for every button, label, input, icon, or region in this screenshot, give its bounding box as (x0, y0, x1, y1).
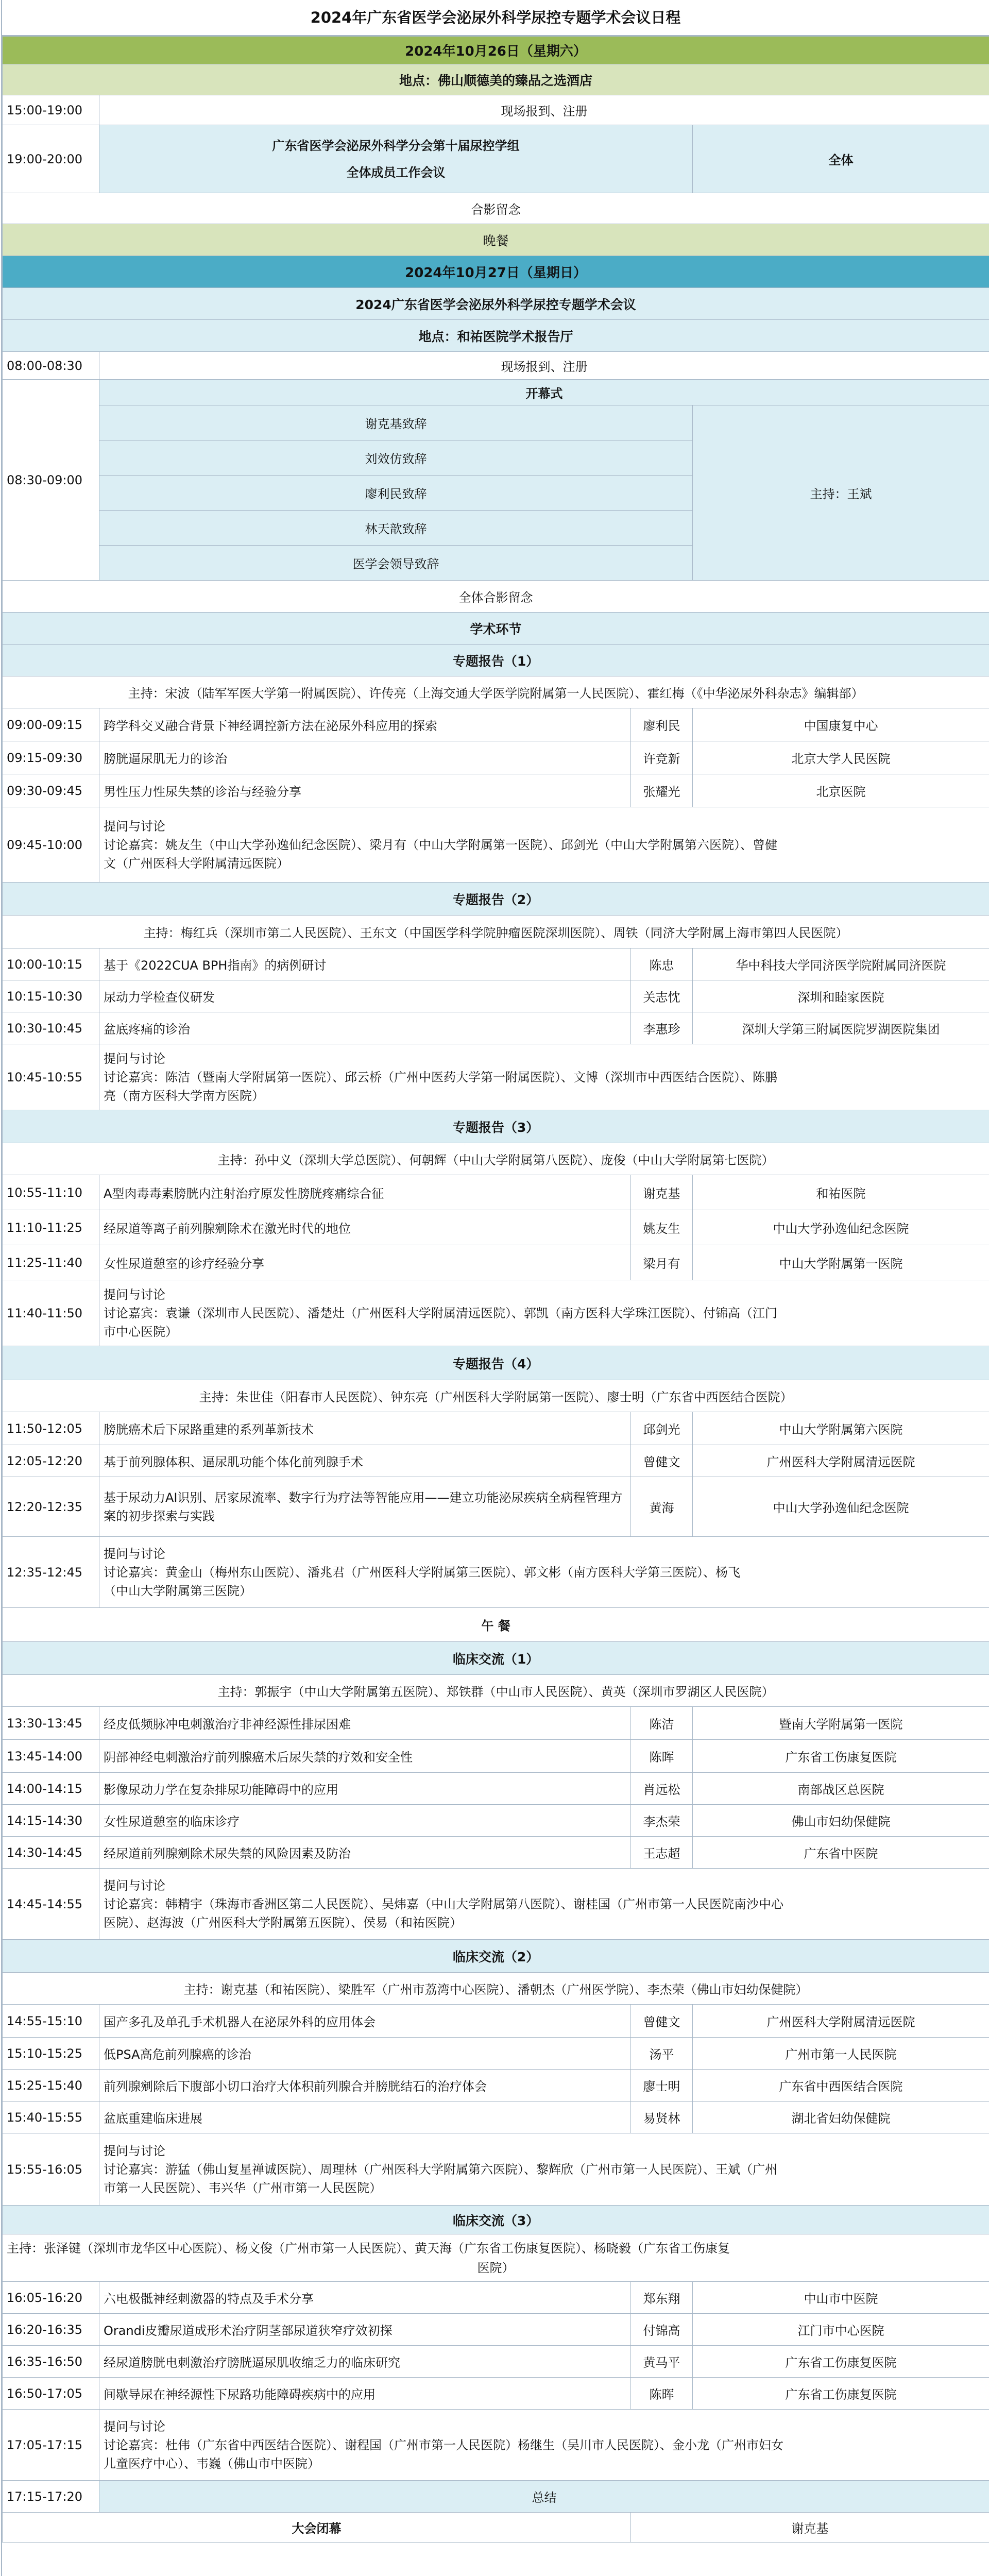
talk-affiliation: 广东省工伤康复医院 (693, 1740, 989, 1773)
talk-speaker: 王志超 (631, 1837, 693, 1869)
discussion-guests: 讨论嘉宾：陈洁（暨南大学附属第一医院）、邱云桥（广州中医药大学第一附属医院）、文博（深圳市中西医结合医院）、陈鹏 (104, 1070, 777, 1084)
talk-topic: 基于《2022CUA BPH指南》的病例研讨 (99, 948, 631, 980)
talk-speaker: 易贤林 (631, 2102, 693, 2133)
session-title: 临床交流（1） (3, 1642, 989, 1675)
talk-speaker: 肖远松 (631, 1773, 693, 1805)
talk-speaker: 陈洁 (631, 1707, 693, 1740)
discussion-guests: 讨论嘉宾：黄金山（梅州东山医院）、潘兆君（广州医科大学附属第三医院）、郭文彬（南方医科大学第三医院）、杨飞 (104, 1565, 740, 1580)
talk-affiliation: 广东省中西医结合医院 (693, 2070, 989, 2102)
time-cell: 10:30-10:45 (3, 1012, 99, 1044)
time-cell: 14:00-14:15 (3, 1773, 99, 1805)
session-title: 专题报告（2） (3, 883, 989, 916)
time-cell: 15:10-15:25 (3, 2038, 99, 2070)
talk-affiliation: 中山市中医院 (693, 2282, 989, 2314)
opening-speech: 廖利民致辞 (99, 476, 693, 511)
talk-speaker: 许竞新 (631, 741, 693, 774)
time-cell: 14:55-15:10 (3, 2005, 99, 2038)
schedule-document (1, 0, 989, 2576)
day1-photo-row: 合影留念 (3, 193, 989, 224)
discussion-cell (99, 2410, 989, 2481)
work-meeting-line1: 广东省医学会泌尿外科学分会第十届尿控学组 (272, 138, 520, 153)
talk-affiliation: 暨南大学附属第一医院 (693, 1707, 989, 1740)
talk-topic: 盆底疼痛的诊治 (99, 1012, 631, 1044)
talk-affiliation: 广东省中医院 (693, 1837, 989, 1869)
time-cell: 16:35-16:50 (3, 2346, 99, 2378)
talk-topic: 国产多孔及单孔手术机器人在泌尿外科的应用体会 (99, 2005, 631, 2038)
discussion-cell (99, 1280, 989, 1346)
talk-topic: 影像尿动力学在复杂排尿功能障碍中的应用 (99, 1773, 631, 1805)
time-cell: 12:20-12:35 (3, 1477, 99, 1537)
talk-topic: 跨学科交叉融合背景下神经调控新方法在泌尿外科应用的探索 (99, 708, 631, 741)
talk-speaker: 汤平 (631, 2038, 693, 2070)
talk-topic: 盆底重建临床进展 (99, 2102, 631, 2133)
time-cell: 11:40-11:50 (3, 1280, 99, 1346)
time-cell: 09:45-10:00 (3, 807, 99, 883)
time-cell: 15:25-15:40 (3, 2070, 99, 2102)
opening-speech: 医学会领导致辞 (99, 546, 693, 581)
session-title: 临床交流（3） (3, 2206, 989, 2234)
work-meeting-cell (99, 125, 693, 193)
talk-speaker: 黄马平 (631, 2346, 693, 2378)
talk-affiliation: 华中科技大学同济医学院附属同济医院 (693, 948, 989, 980)
time-cell: 10:15-10:30 (3, 980, 99, 1012)
talk-affiliation: 深圳和睦家医院 (693, 980, 989, 1012)
talk-affiliation: 广州医科大学附属清远医院 (693, 2005, 989, 2038)
discussion-guests-cont: 亮（南方医科大学南方医院） (104, 1088, 264, 1103)
time-cell: 14:30-14:45 (3, 1837, 99, 1869)
talk-topic: 尿动力学检查仪研发 (99, 980, 631, 1012)
work-meeting-line2: 全体成员工作会议 (346, 165, 446, 180)
time-cell: 17:15-17:20 (3, 2481, 99, 2513)
academic-session-bar: 学术环节 (3, 613, 989, 645)
conference-title-bar: 2024广东省医学会泌尿外科学尿控专题学术会议 (3, 288, 989, 320)
talk-affiliation: 湖北省妇幼保健院 (693, 2102, 989, 2133)
session-chair (3, 2234, 989, 2282)
time-cell: 14:45-14:55 (3, 1869, 99, 1940)
talk-affiliation: 南部战区总医院 (693, 1773, 989, 1805)
opening-speech: 刘效仿致辞 (99, 440, 693, 476)
attendees-cell: 全体 (693, 125, 989, 193)
time-cell: 12:35-12:45 (3, 1537, 99, 1608)
talk-affiliation: 江门市中心医院 (693, 2314, 989, 2346)
time-cell: 15:40-15:55 (3, 2102, 99, 2133)
time-cell: 19:00-20:00 (3, 125, 99, 193)
time-cell: 09:15-09:30 (3, 741, 99, 774)
discussion-cell (99, 1869, 989, 1940)
talk-speaker: 郑东翔 (631, 2282, 693, 2314)
talk-speaker: 李杰荣 (631, 1805, 693, 1837)
day2-date-bar: 2024年10月27日（星期日） (3, 256, 989, 288)
time-cell: 11:25-11:40 (3, 1245, 99, 1280)
registration-text: 现场报到、注册 (99, 352, 989, 380)
opening-title: 开幕式 (99, 380, 989, 405)
group-photo-row: 全体合影留念 (3, 581, 989, 613)
talk-topic: 低PSA高危前列腺癌的诊治 (99, 2038, 631, 2070)
talk-topic: 经尿道膀胱电刺激治疗膀胱逼尿肌收缩乏力的临床研究 (99, 2346, 631, 2378)
talk-topic: 基于尿动力AI识别、居家尿流率、数字行为疗法等智能应用——建立功能泌尿疾病全病程管理方案的初步探索与实践 (99, 1477, 631, 1537)
talk-topic: A型肉毒毒素膀胱内注射治疗原发性膀胱疼痛综合征 (99, 1175, 631, 1210)
talk-speaker: 梁月有 (631, 1245, 693, 1280)
page-title: 2024年广东省医学会泌尿外科学尿控专题学术会议日程 (2, 0, 989, 36)
session-title: 专题报告（3） (3, 1110, 989, 1143)
talk-speaker: 姚友生 (631, 1210, 693, 1245)
opening-speech: 谢克基致辞 (99, 405, 693, 440)
day1-date-bar: 2024年10月26日（星期六） (3, 37, 989, 64)
session-chair: 主持：朱世佳（阳春市人民医院）、钟东亮（广州医科大学附属第一医院）、廖士明（广东省中西医结合医院） (3, 1380, 989, 1412)
discussion-guests-cont: 医院）、赵海波（广州医科大学附属第五医院）、侯易（和祐医院） (104, 1915, 462, 1930)
time-cell: 08:00-08:30 (3, 352, 99, 380)
time-cell: 13:30-13:45 (3, 1707, 99, 1740)
schedule-table (2, 36, 989, 2543)
closing-speaker: 谢克基 (631, 2513, 989, 2543)
time-cell: 10:55-11:10 (3, 1175, 99, 1210)
discussion-label: 提问与讨论 (104, 1878, 165, 1893)
talk-topic: 前列腺剜除后下腹部小切口治疗大体积前列腺合并膀胱结石的治疗体会 (99, 2070, 631, 2102)
discussion-cell (99, 1537, 989, 1608)
time-cell: 11:10-11:25 (3, 1210, 99, 1245)
talk-topic: 膀胱逼尿肌无力的诊治 (99, 741, 631, 774)
talk-speaker: 曾健文 (631, 2005, 693, 2038)
discussion-guests-cont: 市第一人民医院）、韦兴华（广州市第一人民医院） (104, 2180, 382, 2195)
discussion-label: 提问与讨论 (104, 1546, 165, 1561)
session-title: 专题报告（4） (3, 1346, 989, 1380)
discussion-cell (99, 2133, 989, 2206)
day1-dinner-row: 晚餐 (3, 224, 989, 256)
talk-speaker: 陈晖 (631, 1740, 693, 1773)
discussion-guests: 讨论嘉宾：杜伟（广东省中西医结合医院）、谢程国（广州市第一人民医院）杨继生（吴川市人民医院）、金小龙（广州市妇女 (104, 2437, 783, 2452)
talk-affiliation: 中山大学孙逸仙纪念医院 (693, 1477, 989, 1537)
time-cell: 08:30-09:00 (3, 380, 99, 581)
talk-topic: 基于前列腺体积、逼尿肌功能个体化前列腺手术 (99, 1445, 631, 1477)
talk-topic: 六电极骶神经刺激器的特点及手术分享 (99, 2282, 631, 2314)
talk-topic: 女性尿道憩室的临床诊疗 (99, 1805, 631, 1837)
opening-speech: 林天歆致辞 (99, 511, 693, 546)
talk-affiliation: 和祐医院 (693, 1175, 989, 1210)
talk-affiliation: 中国康复中心 (693, 708, 989, 741)
talk-affiliation: 中山大学孙逸仙纪念医院 (693, 1210, 989, 1245)
discussion-cell (99, 807, 989, 883)
talk-speaker: 邱剑光 (631, 1412, 693, 1445)
time-cell: 13:45-14:00 (3, 1740, 99, 1773)
talk-speaker: 陈晖 (631, 2378, 693, 2410)
time-cell: 17:05-17:15 (3, 2410, 99, 2481)
time-cell: 11:50-12:05 (3, 1412, 99, 1445)
time-cell: 15:00-19:00 (3, 95, 99, 125)
talk-affiliation: 中山大学附属第一医院 (693, 1245, 989, 1280)
talk-speaker: 李惠珍 (631, 1012, 693, 1044)
talk-speaker: 曾健文 (631, 1445, 693, 1477)
talk-speaker: 付锦高 (631, 2314, 693, 2346)
talk-affiliation: 广东省工伤康复医院 (693, 2378, 989, 2410)
session-chair-line2: 医院） (477, 2260, 515, 2275)
opening-host: 主持：王斌 (693, 405, 989, 581)
session-chair: 主持：孙中义（深圳大学总医院）、何朝辉（中山大学附属第八医院）、庞俊（中山大学附属第七医院） (3, 1143, 989, 1175)
talk-speaker: 谢克基 (631, 1175, 693, 1210)
session-chair: 主持：梅红兵（深圳市第二人民医院）、王东文（中国医学科学院肿瘤医院深圳医院）、周铁（同济大学附属上海市第四人民医院） (3, 916, 989, 948)
discussion-guests-cont: （中山大学附属第三医院） (104, 1583, 252, 1598)
talk-topic: 女性尿道憩室的诊疗经验分享 (99, 1245, 631, 1280)
talk-speaker: 廖士明 (631, 2070, 693, 2102)
discussion-guests: 讨论嘉宾：袁谦（深圳市人民医院）、潘楚灶（广州医科大学附属清远医院）、郭凯（南方医科大学珠江医院）、付锦高（江门 (104, 1306, 777, 1320)
session-title: 专题报告（1） (3, 645, 989, 676)
talk-topic: 经尿道等离子前列腺剜除术在激光时代的地位 (99, 1210, 631, 1245)
discussion-label: 提问与讨论 (104, 2419, 165, 2434)
talk-speaker: 黄海 (631, 1477, 693, 1537)
summary-cell: 总结 (99, 2481, 989, 2513)
lunch-row: 午 餐 (3, 1608, 989, 1642)
talk-affiliation: 北京大学人民医院 (693, 741, 989, 774)
discussion-label: 提问与讨论 (104, 819, 165, 834)
time-cell: 16:50-17:05 (3, 2378, 99, 2410)
closing-cell: 大会闭幕 (3, 2513, 631, 2543)
talk-topic: Orandi皮瓣尿道成形术治疗阴茎部尿道狭窄疗效初探 (99, 2314, 631, 2346)
time-cell: 16:05-16:20 (3, 2282, 99, 2314)
day2-venue-bar: 地点：和祐医院学术报告厅 (3, 320, 989, 352)
talk-affiliation: 北京医院 (693, 774, 989, 807)
discussion-guests: 讨论嘉宾：韩精宇（珠海市香洲区第二人民医院）、吴炜嘉（中山大学附属第八医院）、谢桂国（广州市第一人民医院南沙中心 (104, 1896, 783, 1911)
discussion-guests-cont: 文（广州医科大学附属清远医院） (104, 856, 289, 871)
talk-affiliation: 广东省工伤康复医院 (693, 2346, 989, 2378)
discussion-label: 提问与讨论 (104, 1287, 165, 1302)
time-cell: 10:45-10:55 (3, 1044, 99, 1110)
time-cell: 10:00-10:15 (3, 948, 99, 980)
session-chair: 主持：谢克基（和祐医院）、梁胜军（广州市荔湾中心医院）、潘朝杰（广州医学院）、李杰荣（佛山市妇幼保健院） (3, 1973, 989, 2005)
talk-speaker: 关志忱 (631, 980, 693, 1012)
talk-topic: 经皮低频脉冲电刺激治疗非神经源性排尿困难 (99, 1707, 631, 1740)
discussion-label: 提问与讨论 (104, 2143, 165, 2158)
discussion-guests: 讨论嘉宾：姚友生（中山大学孙逸仙纪念医院）、梁月有（中山大学附属第一医院）、邱剑光（中山大学附属第六医院）、曾健 (104, 837, 777, 852)
talk-affiliation: 中山大学附属第六医院 (693, 1412, 989, 1445)
registration-text: 现场报到、注册 (99, 95, 989, 125)
discussion-guests-cont: 儿童医疗中心）、韦巍（佛山市中医院） (104, 2456, 320, 2471)
discussion-guests-cont: 市中心医院） (104, 1324, 178, 1339)
talk-topic: 间歇导尿在神经源性下尿路功能障碍疾病中的应用 (99, 2378, 631, 2410)
discussion-label: 提问与讨论 (104, 1051, 165, 1066)
time-cell: 12:05-12:20 (3, 1445, 99, 1477)
session-chair: 主持：宋波（陆军军医大学第一附属医院）、许传亮（上海交通大学医学院附属第一人民医院）、霍红梅（《中华泌尿外科杂志》编辑部） (3, 676, 989, 708)
day1-venue-bar: 地点：佛山顺德美的臻品之选酒店 (3, 64, 989, 95)
talk-affiliation: 广州医科大学附属清远医院 (693, 1445, 989, 1477)
time-cell: 14:15-14:30 (3, 1805, 99, 1837)
talk-topic: 膀胱癌术后下尿路重建的系列革新技术 (99, 1412, 631, 1445)
talk-speaker: 廖利民 (631, 708, 693, 741)
discussion-guests: 讨论嘉宾：游猛（佛山复星禅诚医院）、周理林（广州医科大学附属第六医院）、黎辉欣（广州市第一人民医院）、王斌（广州 (104, 2162, 777, 2177)
talk-speaker: 张耀光 (631, 774, 693, 807)
time-cell: 09:30-09:45 (3, 774, 99, 807)
talk-affiliation: 广州市第一人民医院 (693, 2038, 989, 2070)
session-chair: 主持：郭振宇（中山大学附属第五医院）、郑铁群（中山市人民医院）、黄英（深圳市罗湖区人民医院） (3, 1675, 989, 1707)
talk-speaker: 陈忠 (631, 948, 693, 980)
talk-topic: 经尿道前列腺剜除术尿失禁的风险因素及防治 (99, 1837, 631, 1869)
time-cell: 15:55-16:05 (3, 2133, 99, 2206)
talk-affiliation: 深圳大学第三附属医院罗湖医院集团 (693, 1012, 989, 1044)
talk-affiliation: 佛山市妇幼保健院 (693, 1805, 989, 1837)
discussion-cell (99, 1044, 989, 1110)
talk-topic: 阴部神经电刺激治疗前列腺癌术后尿失禁的疗效和安全性 (99, 1740, 631, 1773)
time-cell: 09:00-09:15 (3, 708, 99, 741)
time-cell: 16:20-16:35 (3, 2314, 99, 2346)
talk-topic: 男性压力性尿失禁的诊治与经验分享 (99, 774, 631, 807)
session-chair-line1: 主持：张泽键（深圳市龙华区中心医院）、杨文俊（广州市第一人民医院）、黄天海（广东省工伤康复医院）、杨晓毅（广东省工伤康复 (7, 2241, 730, 2256)
session-title: 临床交流（2） (3, 1940, 989, 1973)
